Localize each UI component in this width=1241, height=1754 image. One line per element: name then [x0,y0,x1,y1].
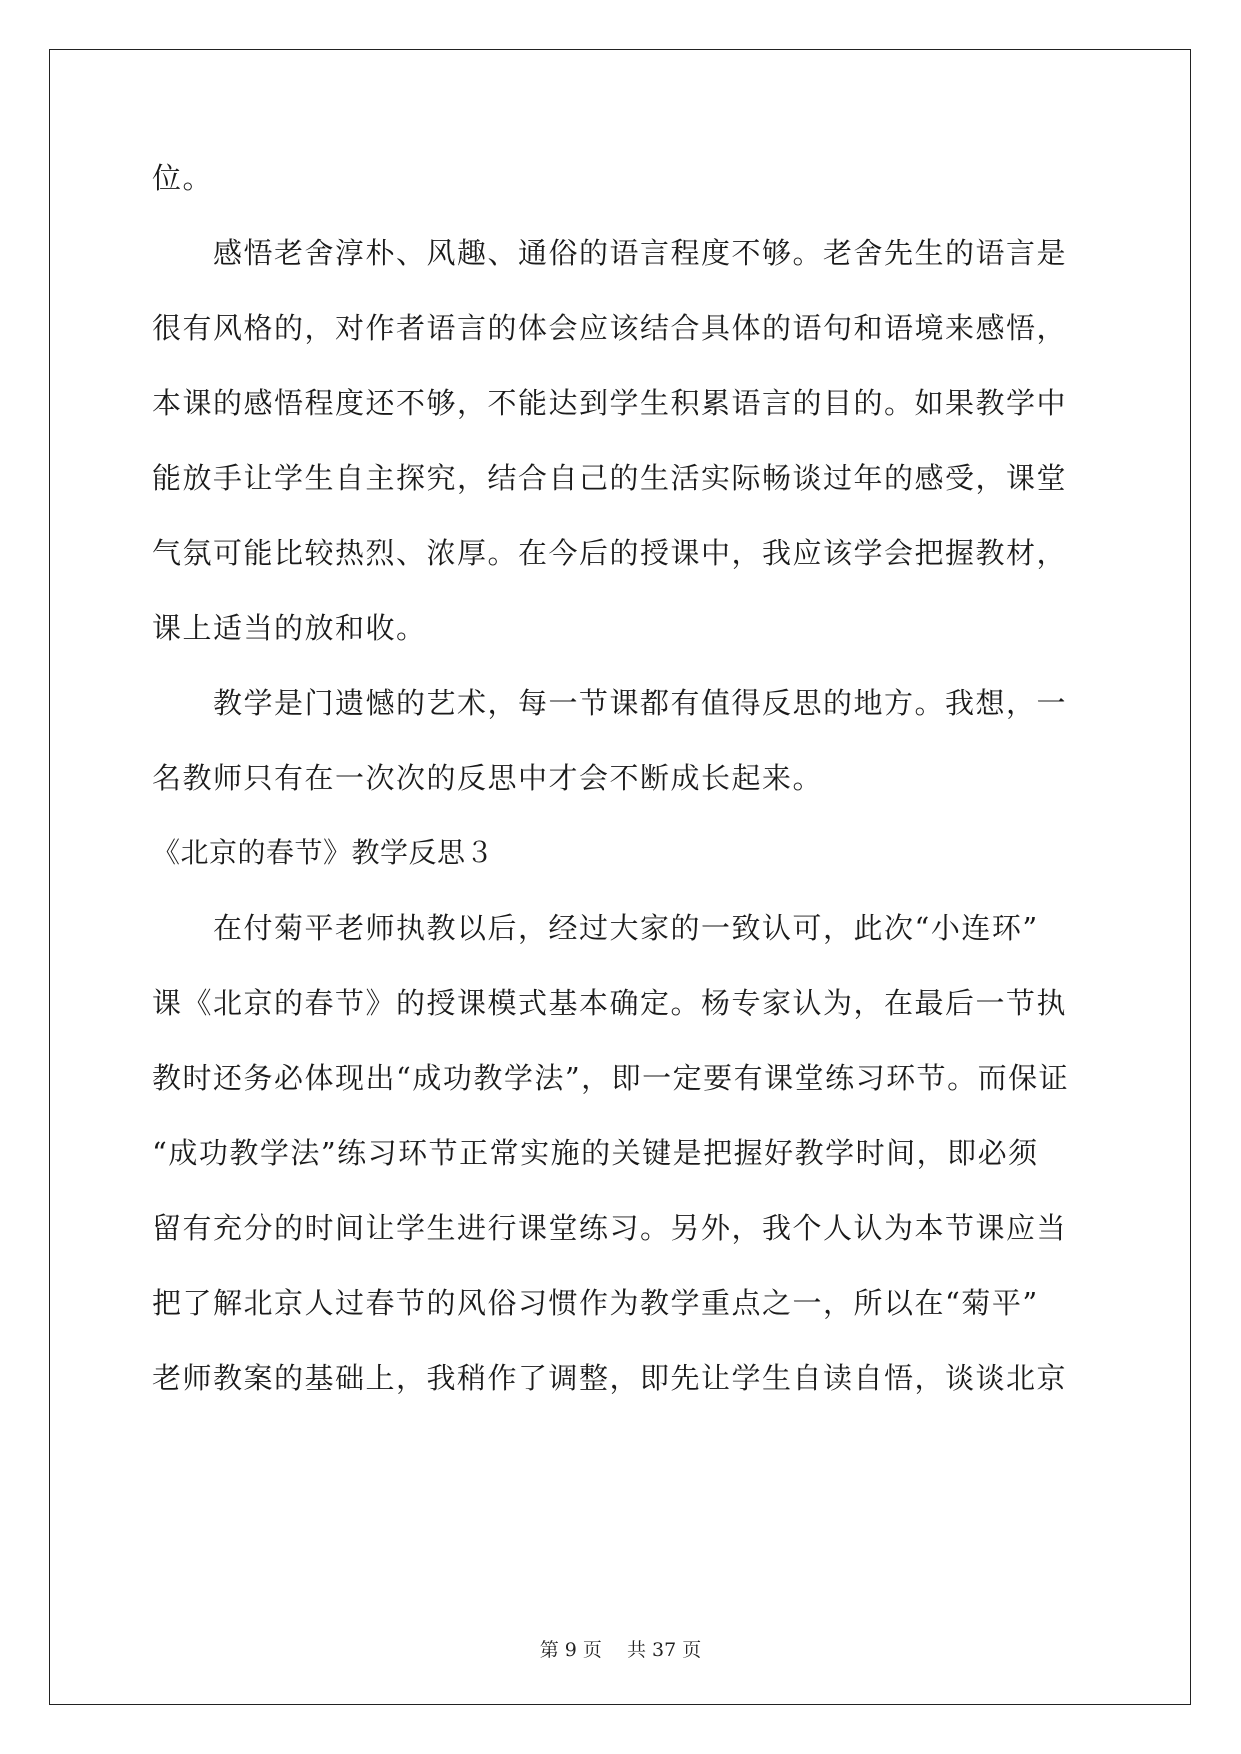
text-line: 气氛可能比较热烈、浓厚。在今后的授课中，我应该学会把握教材， [152,536,1068,570]
text-line: 很有风格的，对作者语言的体会应该结合具体的语句和语境来感悟， [152,311,1068,345]
text-line: 教时还务必体现出“成功教学法”，即一定要有课堂练习环节。而保证 [152,1061,1070,1095]
text-line: 课《北京的春节》的授课模式基本确定。杨专家认为，在最后一节执 [152,986,1068,1020]
text-line: 位。 [152,161,214,195]
text-line: 把了解北京人过春节的风俗习惯作为教学重点之一，所以在“菊平” [152,1286,1039,1320]
text-line: “成功教学法”练习环节正常实施的关键是把握好教学时间，即必须 [152,1136,1039,1170]
page-number-footer: 第 9 页 共 37 页 [539,1639,702,1661]
text-line: 名教师只有在一次次的反思中才会不断成长起来。 [152,761,824,795]
text-line: 课上适当的放和收。 [152,611,427,645]
text-line: 老师教案的基础上，我稍作了调整，即先让学生自读自悟，谈谈北京 [152,1361,1068,1395]
paragraph-start-line: 教学是门遗憾的艺术，每一节课都有值得反思的地方。我想，一 [152,686,1068,720]
text-line: 本课的感悟程度还不够，不能达到学生积累语言的目的。如果教学中 [152,386,1068,420]
paragraph-start-line: 在付菊平老师执教以后，经过大家的一致认可，此次“小连环” [152,911,1039,945]
section-heading: 《北京的春节》教学反思３ [152,836,495,869]
text-line: 留有充分的时间让学生进行课堂练习。另外，我个人认为本节课应当 [152,1211,1068,1245]
paragraph-start-line: 感悟老舍淳朴、风趣、通俗的语言程度不够。老舍先生的语言是 [152,236,1068,270]
text-line: 能放手让学生自主探究，结合自己的生活实际畅谈过年的感受，课堂 [152,461,1068,495]
document-body [152,155,1090,1430]
